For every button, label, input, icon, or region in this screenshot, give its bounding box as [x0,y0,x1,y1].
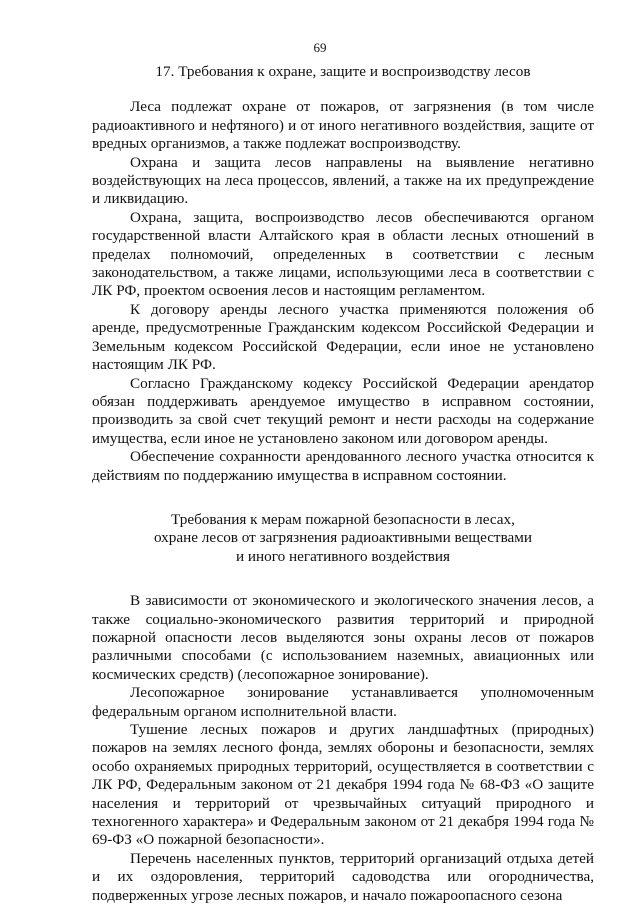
paragraph: Перечень населенных пунктов, территорий организаций отдыха детей и их оздоровления, территорий садоводства или огородничества, подверженных угрозе лесных пожаров, и начало пожароопасного сезона [92,849,594,904]
paragraph: К договору аренды лесного участка применяются положения об аренде, предусмотренные Гражданским кодексом Российской Федерации и Земельным кодексом Российской Федерации, если иное не установлено настоящим ЛК РФ. [92,300,594,374]
paragraph: Леса подлежат охране от пожаров, от загрязнения (в том числе радиоактивного и нефтяного) и от иного негативного воздействия, защите от вредных организмов, а также подлежат воспроизводству. [92,98,594,153]
subsection-title-line: охране лесов от загрязнения радиоактивными веществами [153,529,533,547]
paragraph: Охрана, защита, воспроизводство лесов обеспечиваются органом государственной власти Алтайского края в области лесных отношений в пределах полномочий, определенных в соответствии с лесным законодательством, а также лицами, использующими леса в соответствии с ЛК РФ, проектом освоения лесов и настоящим регламентом. [92,208,594,300]
paragraph: Тушение лесных пожаров и других ландшафтных (природных) пожаров на землях лесного фонда, землях обороны и безопасности, землях особо охраняемых природных территорий, осуществляется в соответствии с ЛК РФ, Федеральным законом от 21 декабря 1994 года № 68-ФЗ «О защите населения и территорий от чрезвычайных ситуаций природного и техногенного характера» и Федеральным законом от 21 декабря 1994 года № 69-ФЗ «О пожарной безопасности». [92,721,594,849]
page-content [92,63,594,905]
subsection-title-line: и иного негативного воздействия [235,547,450,565]
paragraph: Обеспечение сохранности арендованного лесного участка относится к действиям по поддержанию имущества в исправном состоянии. [92,448,594,484]
section-title: 17. Требования к охране, защите и воспроизводству лесов [155,63,531,80]
paragraph: Согласно Гражданскому кодексу Российской Федерации арендатор обязан поддерживать арендуемое имущество в исправном состоянии, производить за свой счет текущий ремонт и нести расходы на содержание имущества, если иное не установлено законом или договором аренды. [92,374,594,447]
paragraph: Лесопожарное зонирование устанавливается уполномоченным федеральным органом исполнительной власти. [92,684,594,720]
paragraph: Охрана и защита лесов направлены на выявление негативно воздействующих на леса процессов, явлений, а также на их предупреждение и ликвидацию. [92,153,594,208]
subsection-title [92,511,594,566]
page-number: 69 [313,40,327,55]
subsection-title-line: Требования к мерам пожарной безопасности в лесах, [171,510,515,528]
paragraph: В зависимости от экономического и экологического значения лесов, а также социально-экономического развития территорий и природной пожарной опасности лесов выделяются зоны охраны лесов от пожаров различными способами (с использованием наземных, авиационных или космических средств) (лесопожарное зонирование). [92,592,594,683]
